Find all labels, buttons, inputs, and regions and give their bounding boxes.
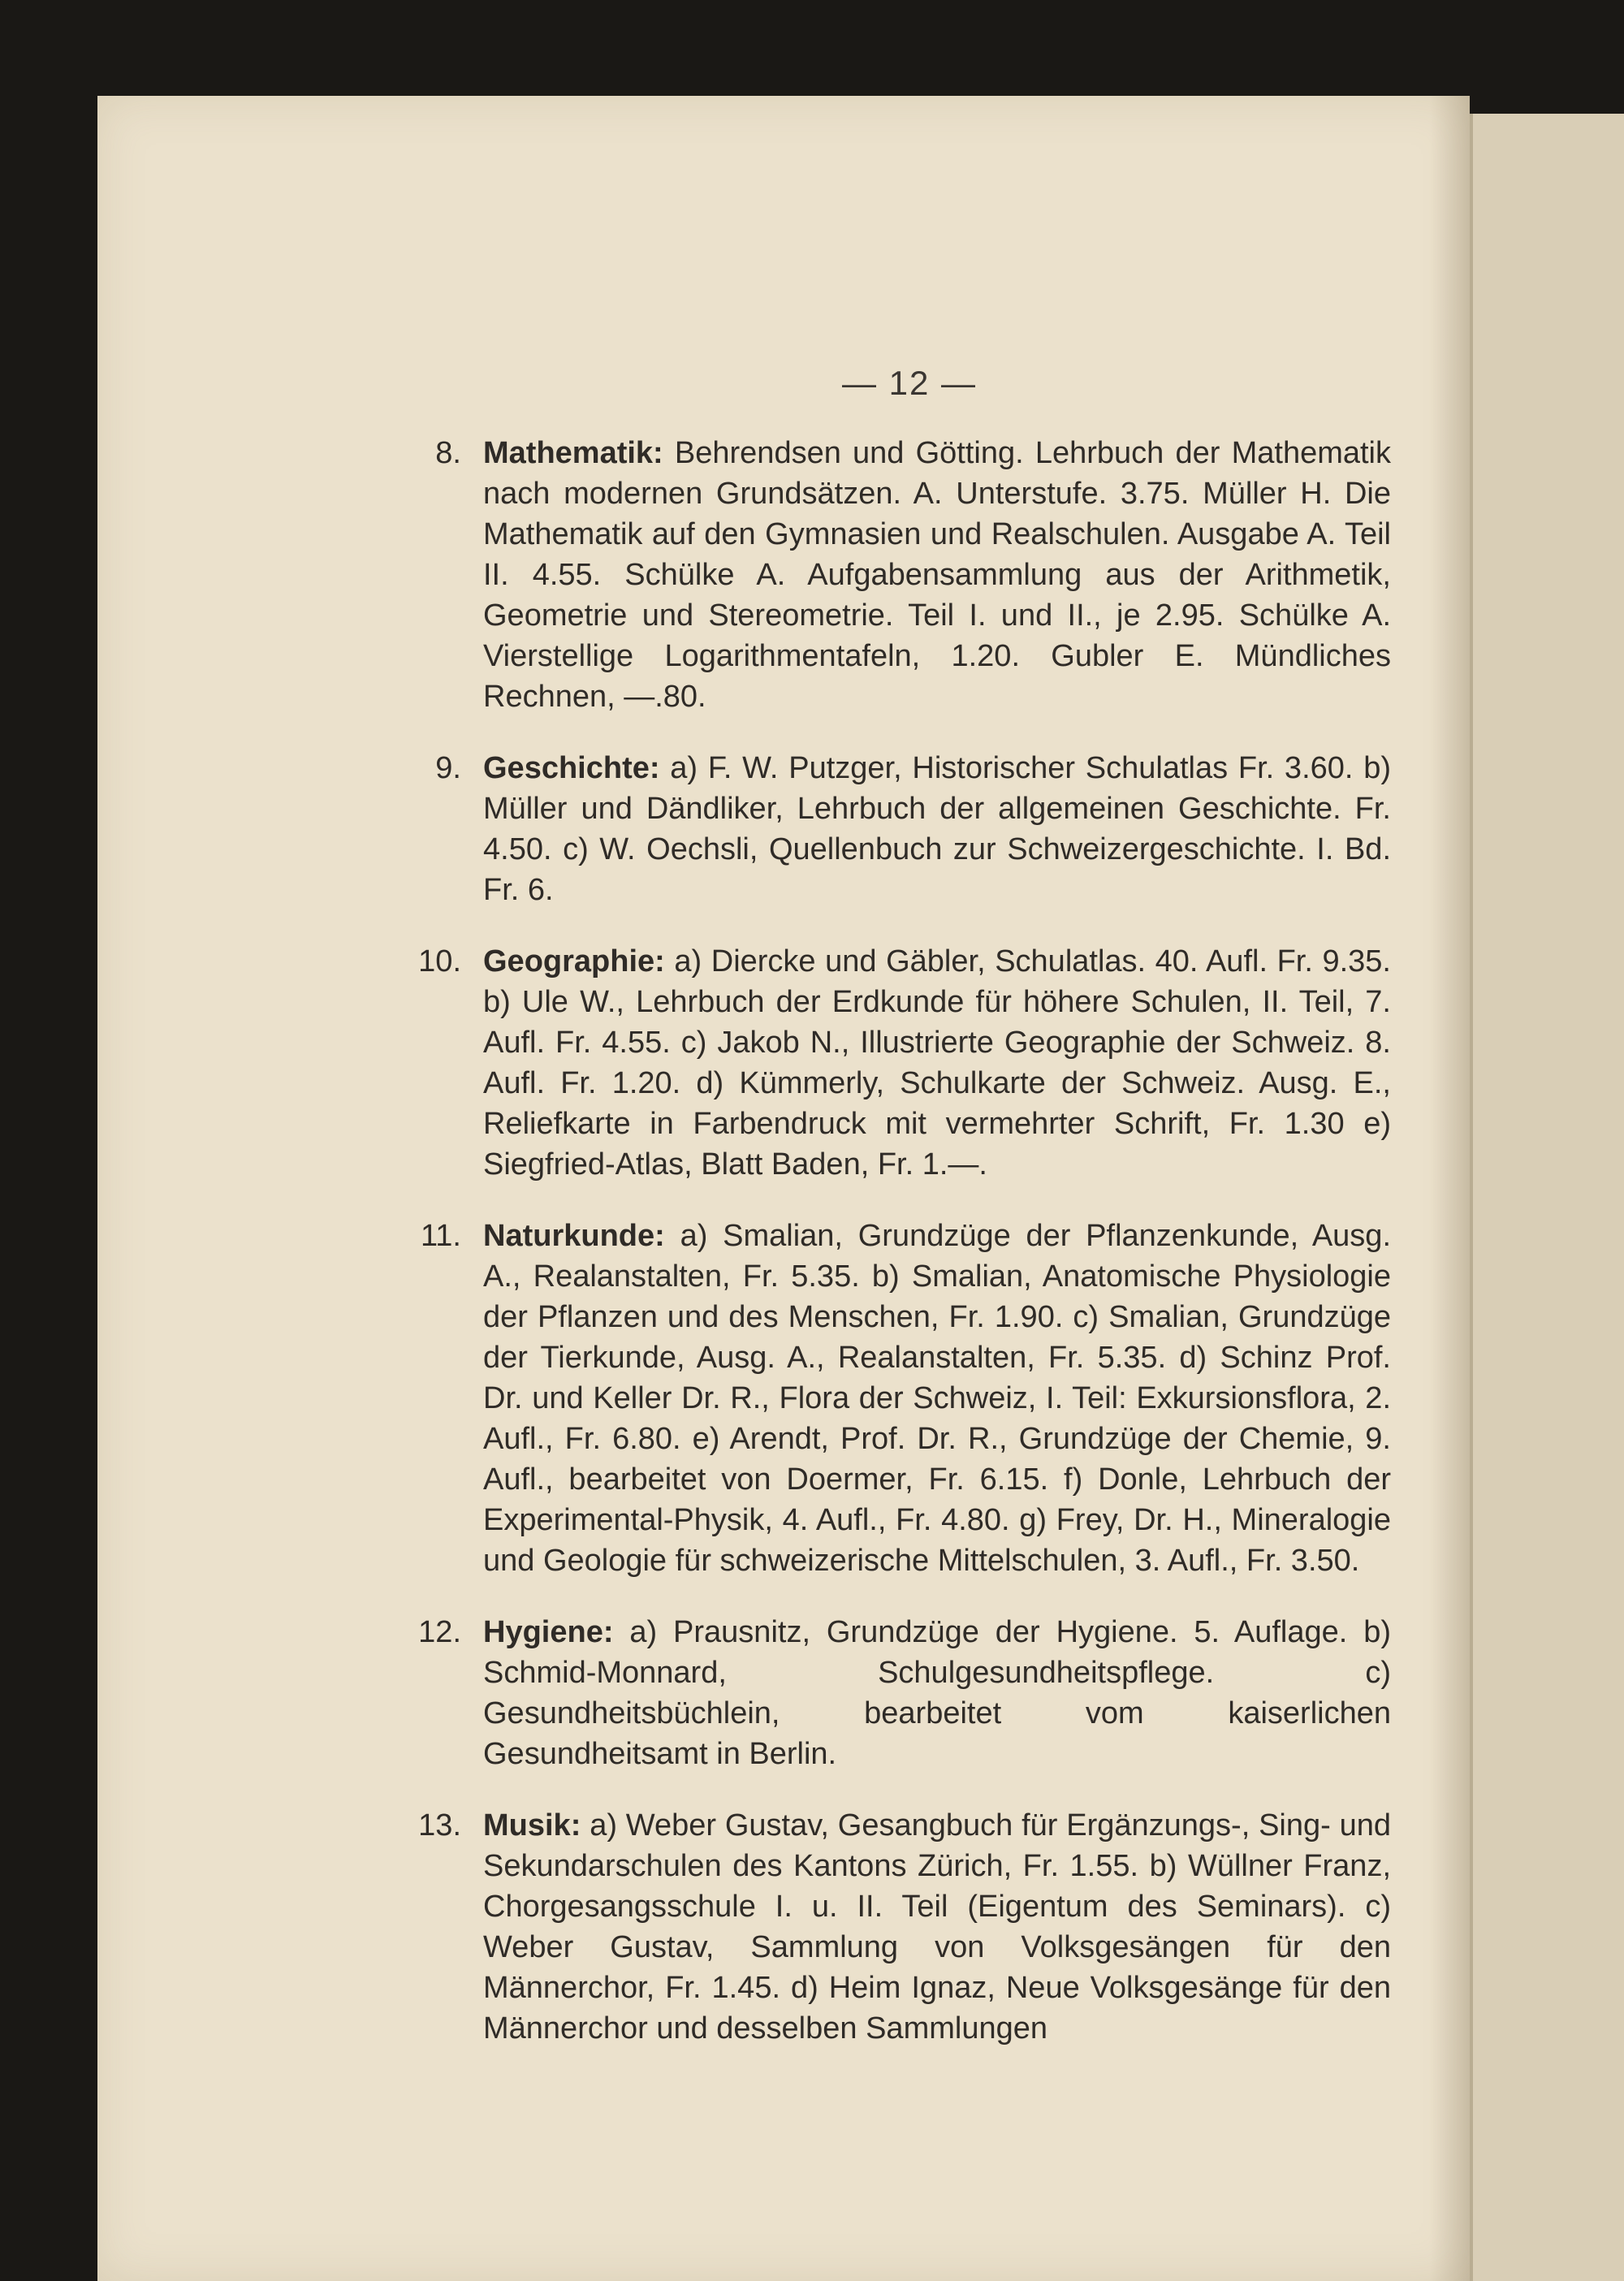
entry-text [483,1612,1391,1774]
entry-heading: Geographie: [483,944,665,978]
entry-text [483,433,1391,717]
entry-heading: Naturkunde: [483,1219,665,1253]
entry-body: Behrendsen und Götting. Lehrbuch der Mathematik nach modernen Grundsätzen. A. Unterstufe. 3.75. Müller H. Die Mathematik auf den Gymnasien und Realschulen. Ausgabe A. Teil II. 4.55. Schülke A. Aufgabensammlung aus der Arithmetik, Geometrie und Stereometrie. Teil I. und II., je 2.95. Schülke A. Vierstellige Logarithmentafeln, 1.20. Gubler E. Mündliches Rechnen, —.80. [483,436,1391,714]
entry-body: a) F. W. Putzger, Historischer Schulatlas Fr. 3.60. b) Müller und Dändliker, Lehrbuch der allgemeinen Geschichte. Fr. 4.50. c) W. Oechsli, Quellenbuch zur Schweizergeschichte. I. Bd. Fr. 6. [483,751,1391,907]
entry-heading: Mathematik: [483,436,663,470]
entry-text [483,1216,1391,1581]
entry-body: a) Smalian, Grundzüge der Pflanzenkunde, Ausg. A., Realanstalten, Fr. 5.35. b) Smalian, Anatomische Physiologie der Pflanzen und des Menschen, Fr. 1.90. c) Smalian, Grundzüge der Tierkunde, Ausg. A., Realanstalten, Fr. 5.35. d) Schinz Prof. Dr. und Keller Dr. R., Flora der Schweiz, I. Teil: Exkursionsflora, 2. Aufl., Fr. 6.80. e) Arendt, Prof. Dr. R., Grundzüge der Chemie, 9. Aufl., bearbeitet von Doermer, Fr. 6.15. f) Donle, Lehrbuch der Experimental-Physik, 4. Aufl., Fr. 4.80. g) Frey, Dr. H., Mineralogie und Geologie für schweizerische Mittelschulen, 3. Aufl., Fr. 3.50. [483,1219,1391,1578]
entry-heading: Geschichte: [483,751,660,785]
entry-heading: Hygiene: [483,1615,614,1649]
spine-shadow [1429,96,1470,2281]
entry-number: 12. [418,1615,461,1649]
list-item [97,1612,1470,1774]
entry-body: a) Diercke und Gäbler, Schulatlas. 40. Aufl. Fr. 9.35. b) Ule W., Lehrbuch der Erdkunde für höhere Schulen, II. Teil, 7. Aufl. Fr. 4.55. c) Jakob N., Illustrierte Geographie der Schweiz. 8. Aufl. Fr. 1.20. d) Kümmerly, Schulkarte der Schweiz. Ausg. E., Reliefkarte in Farbendruck mit vermehrter Schrift, Fr. 1.30 e) Siegfried-Atlas, Blatt Baden, Fr. 1.—. [483,944,1391,1182]
entry-heading: Musik: [483,1808,581,1843]
page-number: — 12 — [841,364,978,402]
next-page-edge [1470,114,1624,2281]
entry-text [483,1805,1391,2049]
entry-number: 8. [435,436,461,470]
entry-number: 9. [435,751,461,785]
list-item [97,1216,1470,1581]
entry-body: a) Prausnitz, Grundzüge der Hygiene. 5. Auflage. b) Schmid-Monnard, Schulgesundheitspflege. c) Gesundheitsbüchlein, bearbeitet vom kaiserlichen Gesundheitsamt in Berlin. [483,1615,1392,1771]
entry-text [483,748,1391,910]
entry-body: a) Weber Gustav, Gesangbuch für Ergänzungs-, Sing- und Sekundarschulen des Kantons Zürich, Fr. 1.55. b) Wüllner Franz, Chorgesangsschule I. u. II. Teil (Eigentum des Seminars). c) Weber Gustav, Sammlung von Volksgesängen für den Männerchor, Fr. 1.45. d) Heim Ignaz, Neue Volksgesänge für den Männerchor und desselben Sammlungen [483,1808,1392,2046]
subject-list [97,433,1470,2080]
list-item [97,941,1470,1185]
entry-number: 13. [418,1808,461,1843]
book-page [97,96,1470,2281]
entry-number: 11. [420,1219,461,1253]
list-item [97,433,1470,717]
entry-text [483,941,1391,1185]
entry-number: 10. [418,944,461,978]
list-item [97,748,1470,910]
list-item [97,1805,1470,2049]
